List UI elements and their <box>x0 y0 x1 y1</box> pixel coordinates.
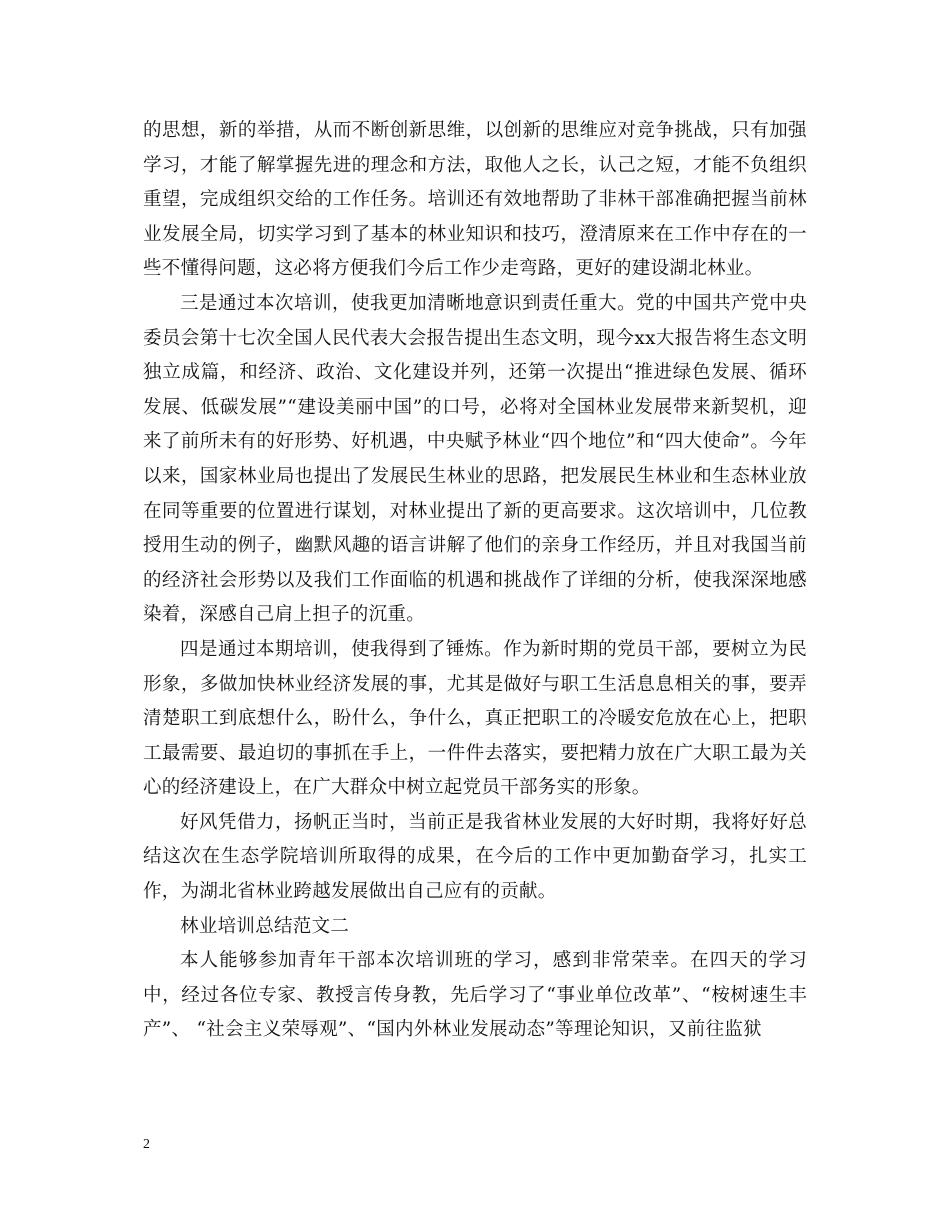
paragraph-point-four: 四是通过本期培训，使我得到了锤炼。作为新时期的党员干部，要树立为民形象，多做加快林业经济发展的事，尤其是做好与职工生活息息相关的事，要弄清楚职工到底想什么，盼什么，争什么，真正把职工的冷暖安危放在心上，把职工最需要、最迫切的事抓在手上，一件件去落实，要把精力放在广大职工最为关心的经济建设上，在广大群众中树立起党员干部务实的形象。 <box>143 638 807 799</box>
document-body <box>143 114 807 1048</box>
paragraph-continuation: 的思想，新的举措，从而不断创新思维，以创新的思维应对竞争挑战，只有加强学习，才能了解掌握先进的理念和方法，取他人之长，认己之短，才能不负组织重望，完成组织交给的工作任务。培训还有效地帮助了非林干部准确把握当前林业发展全局，切实学习到了基本的林业知识和技巧，澄清原来在工作中存在的一些不懂得问题，这必将方便我们今后工作少走弯路，更好的建设湖北林业。 <box>143 120 807 280</box>
paragraph-point-three: 三是通过本次培训，使我更加清晰地意识到责任重大。党的中国共产党中央委员会第十七次全国人民代表大会报告提出生态文明，现今xx大报告将生态文明独立成篇，和经济、政治、文化建设并列，还第一次提出“推进绿色发展、循环发展、低碳发展”“建设美丽中国”的口号，必将对全国林业发展带来新契机，迎来了前所未有的好形势、好机遇，中央赋予林业“四个地位”和“四大使命”。今年以来，国家林业局也提出了发展民生林业的思路，把发展民生林业和生态林业放在同等重要的位置进行谋划，对林业提出了新的更高要求。这次培训中，几位教授用生动的例子，幽默风趣的语言讲解了他们的亲身工作经历，并且对我国当前的经济社会形势以及我们工作面临的机遇和挑战作了详细的分析，使我深深地感染着，深感自己肩上担子的沉重。 <box>143 292 807 626</box>
paragraph-second-sample: 本人能够参加青年干部本次培训班的学习，感到非常荣幸。在四天的学习中，经过各位专家、教授言传身教，先后学习了“事业单位改革”、“桉树速生丰产”、 “社会主义荣辱观”、“国内外林业发展动态”等理论知识，又前往监狱 <box>143 950 807 1041</box>
section-heading: 林业培训总结范文二 <box>180 915 350 937</box>
page-number: 2 <box>143 1137 150 1152</box>
paragraph-conclusion: 好风凭借力，扬帆正当时，当前正是我省林业发展的大好时期，我将好好总结这次在生态学院培训所取得的成果，在今后的工作中更加勤奋学习，扎实工作，为湖北省林业跨越发展做出自己应有的贡献。 <box>143 811 807 903</box>
